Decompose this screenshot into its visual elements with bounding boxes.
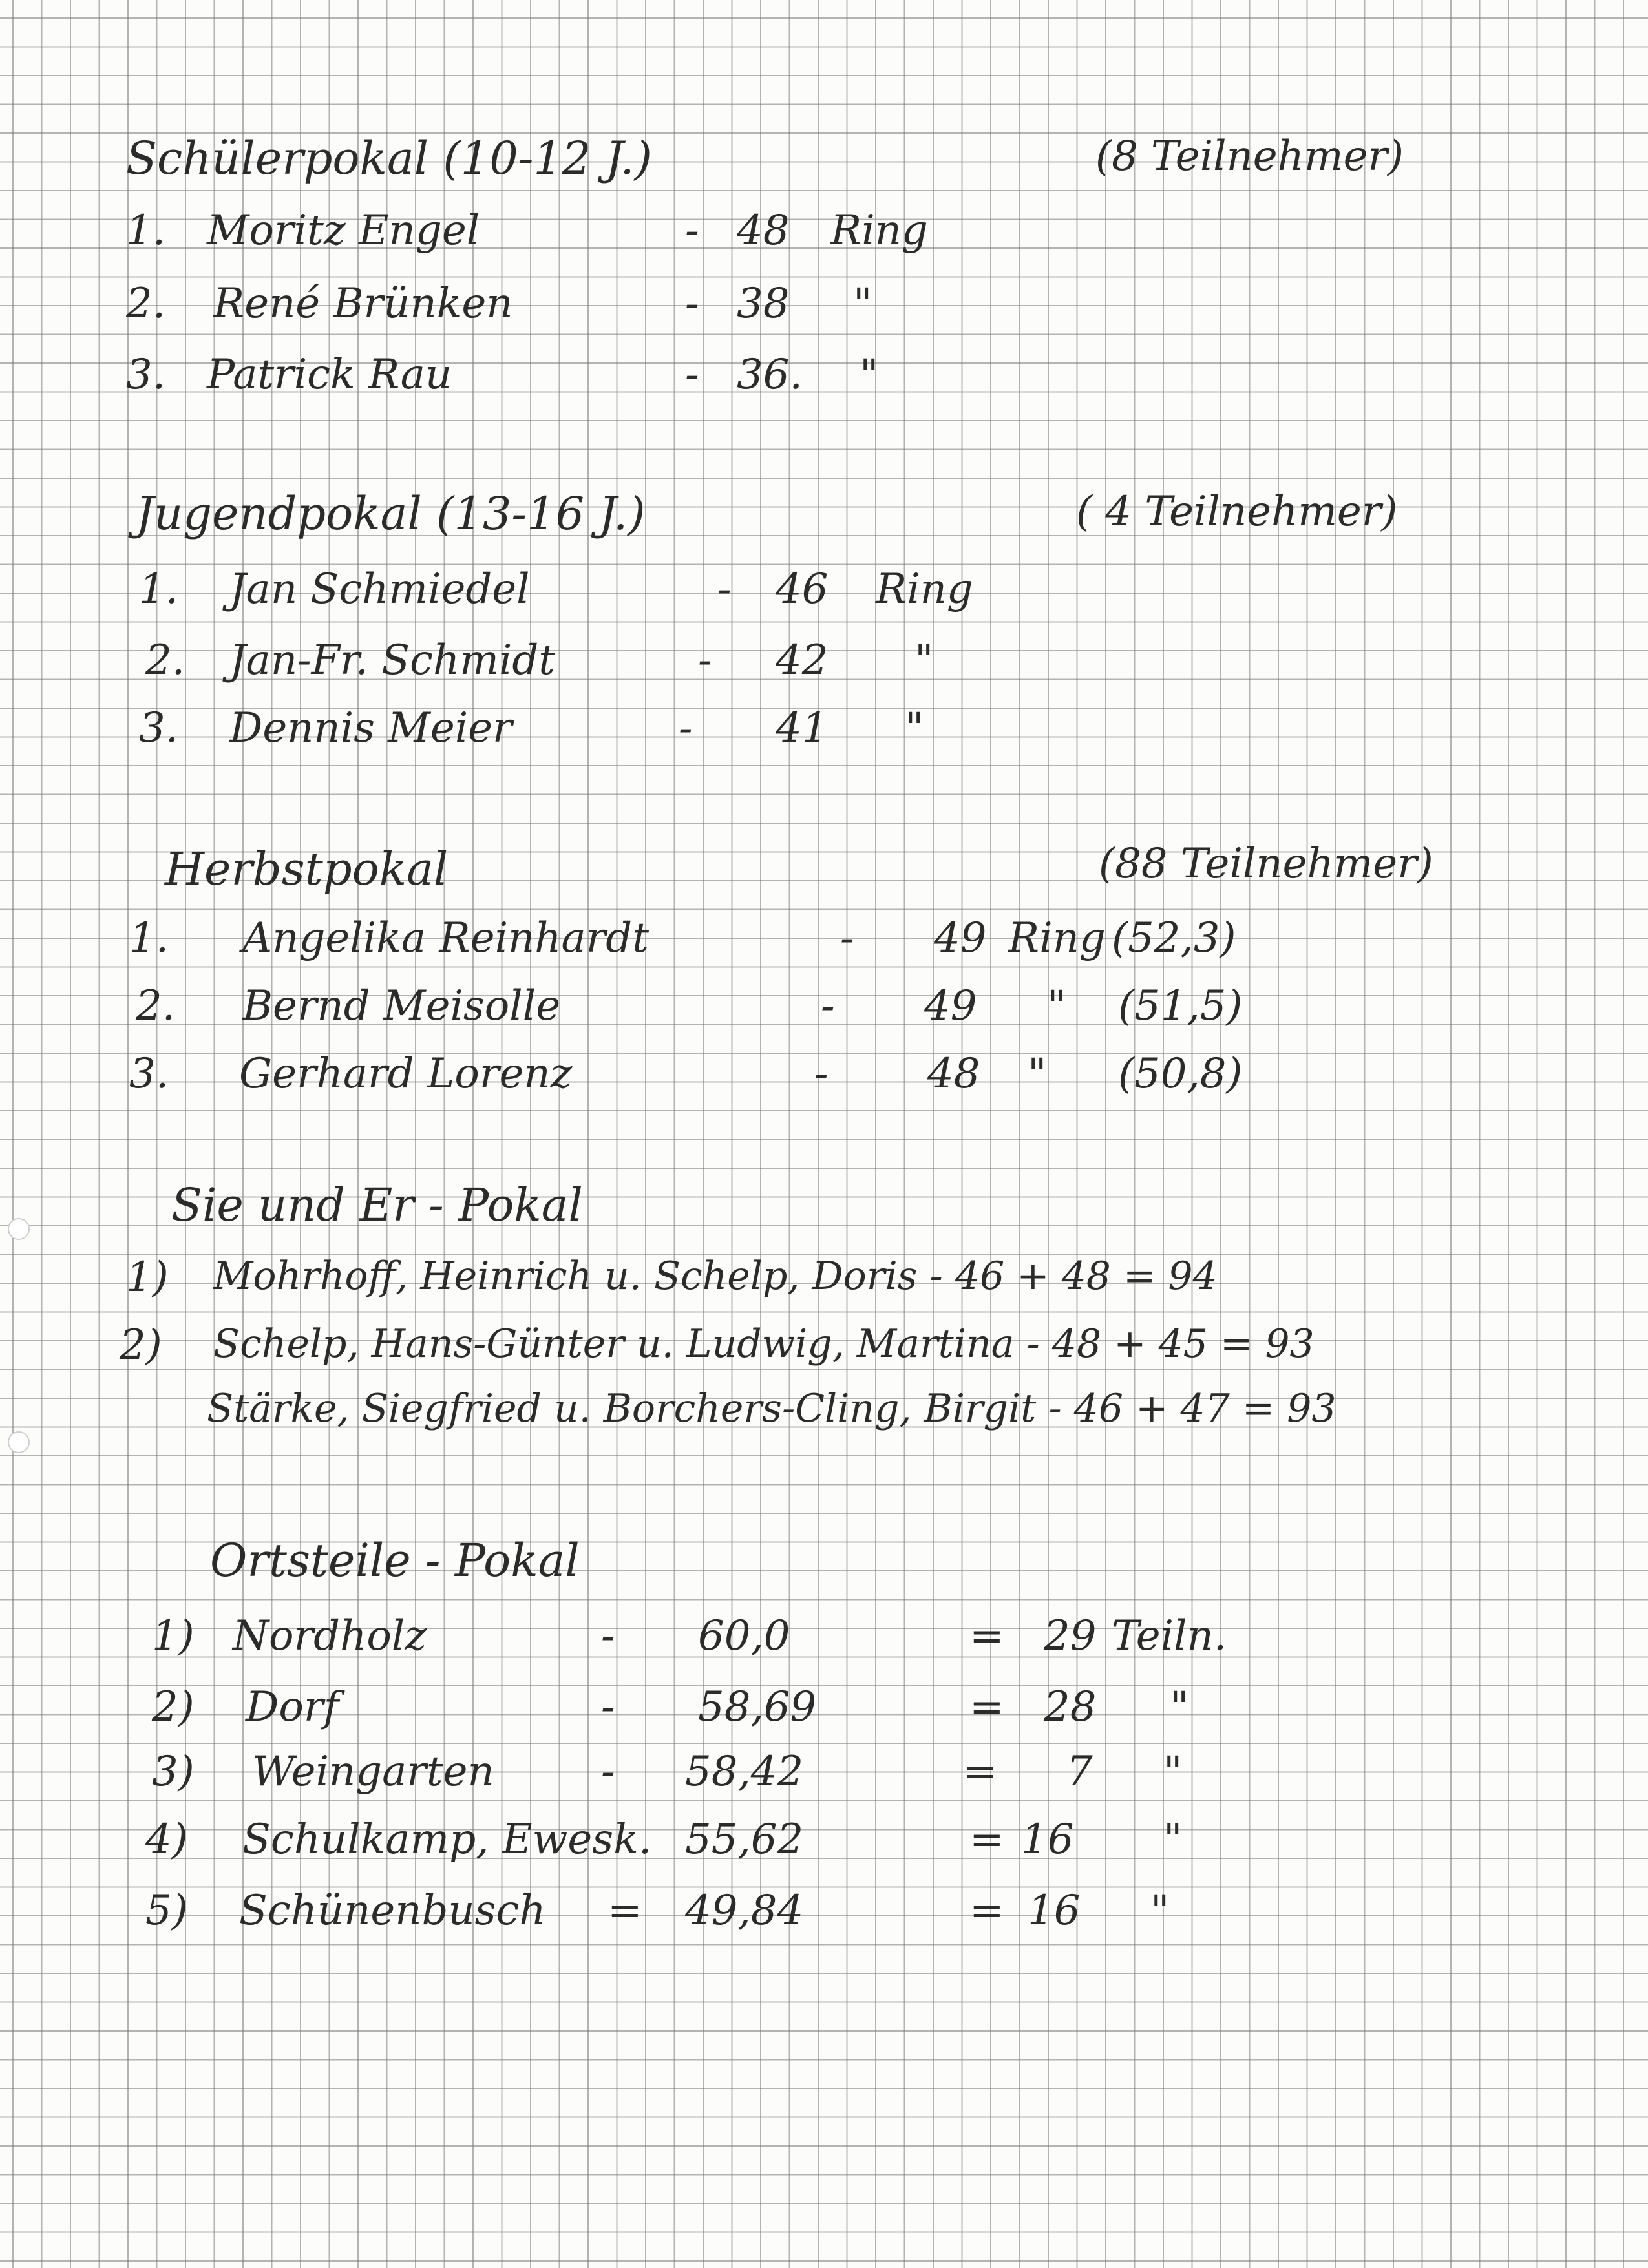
entry-score: 58,69 bbox=[698, 1683, 817, 1731]
entry-score: 41 bbox=[776, 704, 829, 752]
punch-hole bbox=[8, 1431, 30, 1453]
entry-equals: = bbox=[969, 1683, 1004, 1731]
entry-equals: = bbox=[969, 1612, 1004, 1660]
entry-dash: = bbox=[607, 1887, 642, 1935]
entry-name: Jan Schmiedel bbox=[229, 565, 530, 613]
pair-entry: Stärke, Siegfried u. Borchers-Cling, Birgit - 46 + 47 = 93 bbox=[207, 1386, 1336, 1431]
entry-name: Dennis Meier bbox=[229, 704, 512, 752]
entry-name: Bernd Meisolle bbox=[242, 982, 561, 1030]
entry-count: 28 bbox=[1044, 1683, 1097, 1731]
entry-dash: - bbox=[601, 1748, 615, 1796]
entry-score: 55,62 bbox=[685, 1816, 804, 1864]
section-title-schuelerpokal: Schülerpokal (10-12 J.) bbox=[126, 132, 652, 185]
entry-score: 48 bbox=[737, 207, 790, 255]
entry-unit: Ring bbox=[876, 565, 973, 613]
entry-score: 36. bbox=[737, 351, 803, 399]
section-title-herbstpokal: Herbstpokal bbox=[165, 843, 449, 896]
entry-name: Gerhard Lorenz bbox=[239, 1050, 573, 1098]
rank: 2. bbox=[136, 982, 176, 1030]
entry-tiebreak: (52,3) bbox=[1112, 914, 1236, 962]
entry-count: 29 bbox=[1044, 1612, 1097, 1660]
entry-unit: Teiln. bbox=[1112, 1612, 1227, 1660]
entry-name: Weingarten bbox=[252, 1748, 494, 1796]
rank: 1. bbox=[129, 914, 169, 962]
entry-equals: = bbox=[969, 1887, 1004, 1935]
rank: 4) bbox=[145, 1816, 188, 1864]
rank: 2) bbox=[120, 1321, 162, 1369]
entry-score: 48 bbox=[927, 1050, 980, 1098]
entry-name: Angelika Reinhardt bbox=[242, 914, 649, 962]
rank: 1. bbox=[126, 207, 166, 255]
section-title-sie-und-er-pokal: Sie und Er - Pokal bbox=[171, 1179, 583, 1232]
entry-equals: = bbox=[969, 1816, 1004, 1864]
entry-tiebreak: (51,5) bbox=[1118, 982, 1243, 1030]
rank: 2) bbox=[152, 1683, 195, 1731]
entry-count: 16 bbox=[1028, 1887, 1081, 1935]
rank: 1. bbox=[139, 565, 179, 613]
entry-score: 49 bbox=[924, 982, 977, 1030]
participants-count: ( 4 Teilnehmer) bbox=[1076, 488, 1398, 536]
entry-dash: - bbox=[698, 636, 712, 684]
entry-unit: " bbox=[905, 704, 924, 752]
entry-score: 60,0 bbox=[698, 1612, 790, 1660]
pair-entry: Mohrhoff, Heinrich u. Schelp, Doris - 46 + 48 = 94 bbox=[213, 1254, 1218, 1299]
entry-unit: " bbox=[1047, 982, 1066, 1030]
entry-score: 38 bbox=[737, 280, 790, 328]
entry-score: 58,42 bbox=[685, 1748, 804, 1796]
entry-dash: - bbox=[717, 565, 732, 613]
section-title-jugendpokal: Jugendpokal (13-16 J.) bbox=[136, 487, 646, 540]
entry-name: Schulkamp, Ewesk. bbox=[242, 1816, 652, 1864]
entry-name: Dorf bbox=[246, 1683, 339, 1731]
rank: 1) bbox=[126, 1254, 169, 1301]
rank: 2. bbox=[126, 280, 166, 328]
rank: 3. bbox=[129, 1050, 169, 1098]
entry-tiebreak: (50,8) bbox=[1118, 1050, 1243, 1098]
entry-equals: = bbox=[963, 1748, 998, 1796]
entry-dash: - bbox=[601, 1612, 615, 1660]
entry-dash: - bbox=[685, 207, 699, 255]
rank: 5) bbox=[145, 1887, 188, 1935]
rank: 3. bbox=[139, 704, 179, 752]
rank: 1) bbox=[152, 1612, 195, 1660]
entry-name: Nordholz bbox=[233, 1612, 427, 1660]
entry-dash: - bbox=[679, 704, 693, 752]
entry-unit: " bbox=[1028, 1050, 1047, 1098]
entry-score: 42 bbox=[776, 636, 829, 684]
entry-unit: " bbox=[860, 351, 879, 399]
entry-unit: " bbox=[1170, 1683, 1189, 1731]
punch-hole bbox=[8, 1218, 30, 1240]
entry-count: 16 bbox=[1021, 1816, 1074, 1864]
entry-count: 7 bbox=[1066, 1748, 1093, 1796]
entry-name: Patrick Rau bbox=[207, 351, 452, 399]
entry-name: Schünenbusch bbox=[239, 1887, 546, 1935]
entry-dash: - bbox=[821, 982, 835, 1030]
entry-name: René Brünken bbox=[213, 280, 513, 328]
entry-name: Moritz Engel bbox=[207, 207, 480, 255]
entry-unit: " bbox=[914, 636, 934, 684]
entry-score: 46 bbox=[776, 565, 829, 613]
pair-entry: Schelp, Hans-Günter u. Ludwig, Martina - 48 + 45 = 93 bbox=[213, 1321, 1315, 1367]
entry-dash: - bbox=[840, 914, 854, 962]
entry-dash: - bbox=[685, 280, 699, 328]
entry-unit: " bbox=[1163, 1748, 1183, 1796]
entry-unit: " bbox=[1163, 1816, 1183, 1864]
rank: 3) bbox=[152, 1748, 195, 1796]
participants-count: (88 Teilnehmer) bbox=[1099, 840, 1433, 888]
entry-unit: Ring bbox=[1008, 914, 1106, 962]
entry-unit: " bbox=[1150, 1887, 1170, 1935]
entry-dash: - bbox=[685, 351, 699, 399]
entry-dash: - bbox=[814, 1050, 829, 1098]
entry-score: 49 bbox=[934, 914, 987, 962]
rank: 2. bbox=[145, 636, 185, 684]
entry-unit: Ring bbox=[830, 207, 928, 255]
entry-unit: " bbox=[853, 280, 872, 328]
rank: 3. bbox=[126, 351, 166, 399]
entry-name: Jan-Fr. Schmidt bbox=[229, 636, 556, 684]
entry-score: 49,84 bbox=[685, 1887, 804, 1935]
entry-dash: - bbox=[601, 1683, 615, 1731]
participants-count: (8 Teilnehmer) bbox=[1095, 132, 1404, 180]
section-title-ortsteile-pokal: Ortsteile - Pokal bbox=[210, 1534, 580, 1587]
